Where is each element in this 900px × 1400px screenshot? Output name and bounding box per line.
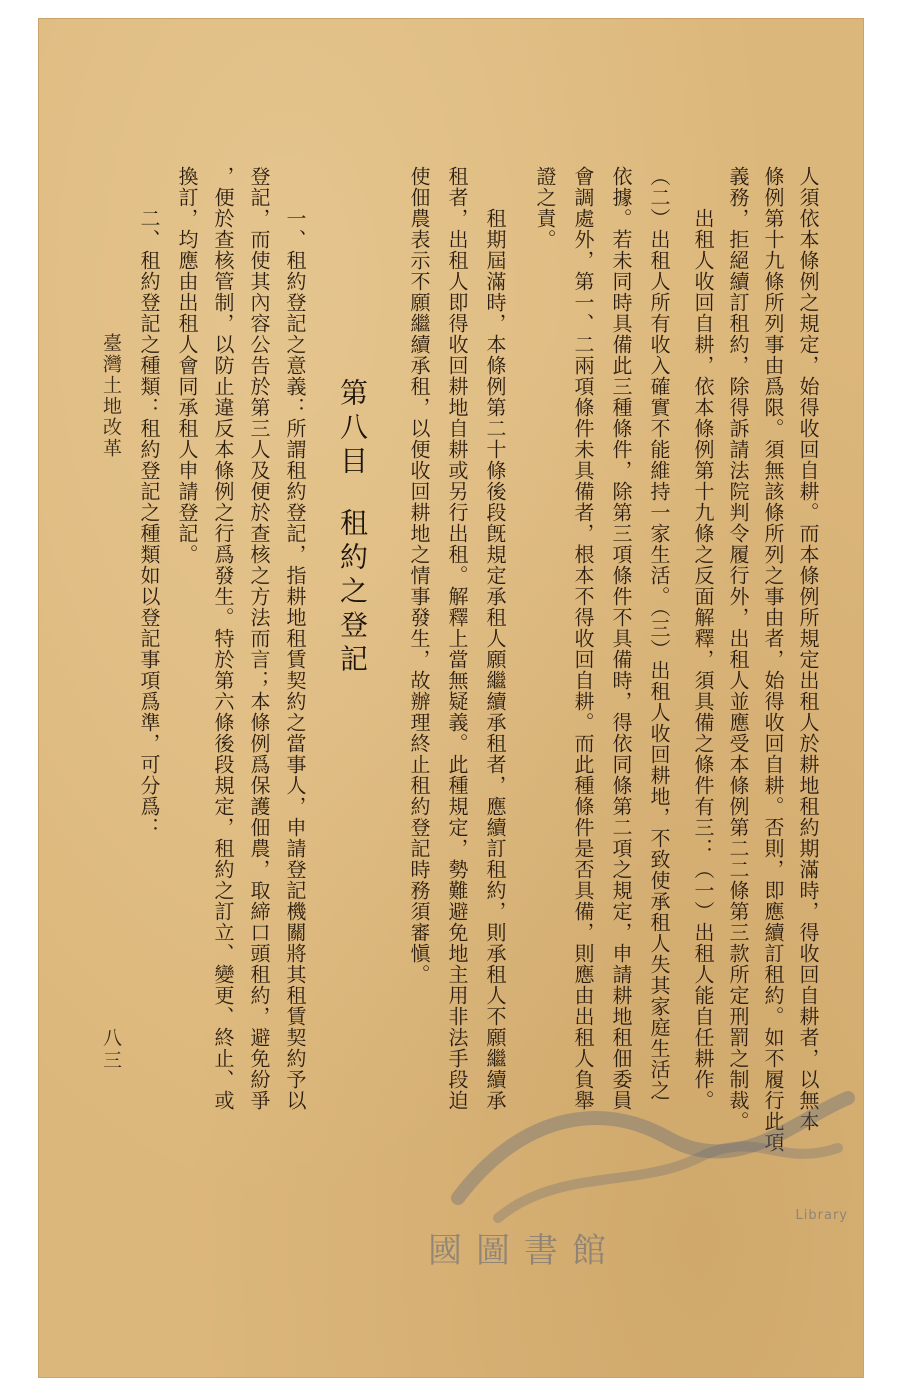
book-page xyxy=(38,18,864,1378)
section-heading xyxy=(332,378,372,798)
text-column-13: 登記，而使其內容公告於第三人及便於查核之方法而言；本條例爲保護佃農，取締口頭租約，避免紛爭 xyxy=(247,166,271,1111)
text-column-11: 使佃農表示不願繼續承租，以便收回耕地之情事發生，故辦理終止租約登記時務須審愼。 xyxy=(407,166,431,985)
text-column-14: ，便於查核管制，以防止違反本條例之行爲發生。特於第六條後段規定，租約之訂立、變更、終止、或 xyxy=(211,166,235,1111)
text-column-15: 換訂，均應由出租人會同承租人申請登記。 xyxy=(175,166,199,565)
text-column-5: （二）出租人所有收入確實不能維持一家生活。（三）出租人收回耕地，不致使承租人失其家庭生活之 xyxy=(647,166,671,1101)
section-heading-title: 租約之登記 xyxy=(336,508,369,678)
watermark-english: Library xyxy=(795,1208,848,1223)
text-column-7: 會調處外，第一、二兩項條件未具備者，根本不得收回自耕。而此種條件是否具備，則應由出租人負舉 xyxy=(571,166,595,1111)
text-column-12: 一、租約登記之意義：所謂租約登記，指耕地租賃契約之當事人，申請登記機關將其租賃契約予以 xyxy=(283,166,307,1111)
running-title: 臺灣土地改革 xyxy=(100,333,122,459)
watermark-chinese: 國圖書館 xyxy=(428,1231,620,1271)
text-column-8: 證之責。 xyxy=(533,166,557,250)
text-column-9: 租期屆滿時，本條例第二十條後段旣規定承租人願繼續承租者，應續訂租約，則承租人不願繼續承 xyxy=(483,166,507,1111)
text-column-3: 義務，拒絕續訂租約，除得訴請法院判令履行外，出租人並應受本條例第二二條第三款所定刑罰之制裁。 xyxy=(726,166,750,1132)
section-heading-number: 第八目 xyxy=(336,378,369,480)
text-column-16: 二、租約登記之種類：租約登記之種類如以登記事項爲準，可分爲： xyxy=(137,166,161,838)
text-column-10: 租者，出租人即得收回耕地自耕或另行出租。解釋上當無疑義。此種規定，勢難避免地主用非法手段迫 xyxy=(445,166,469,1111)
text-column-2: 條例第十九條所列事由爲限。須無該條所列之事由者，始得收回自耕。否則，即應續訂租約。如不履行此項 xyxy=(761,166,785,1153)
text-column-6: 依據。若未同時具備此三種條件，除第三項條件不具備時，得依同條第二項之規定，申請耕地租佃委員 xyxy=(609,166,633,1111)
text-column-4: 出租人收回自耕，依本條例第十九條之反面解釋，須具備之條件有三：（一）出租人能自任耕作。 xyxy=(691,166,715,1111)
page-number: 八三 xyxy=(100,1028,122,1072)
watermark-logo-icon xyxy=(438,1078,868,1228)
watermark xyxy=(428,1208,868,1272)
text-column-1: 人須依本條例之規定，始得收回自耕。而本條例所規定出租人於耕地租約期滿時，得收回自耕者，以無本 xyxy=(796,166,820,1132)
